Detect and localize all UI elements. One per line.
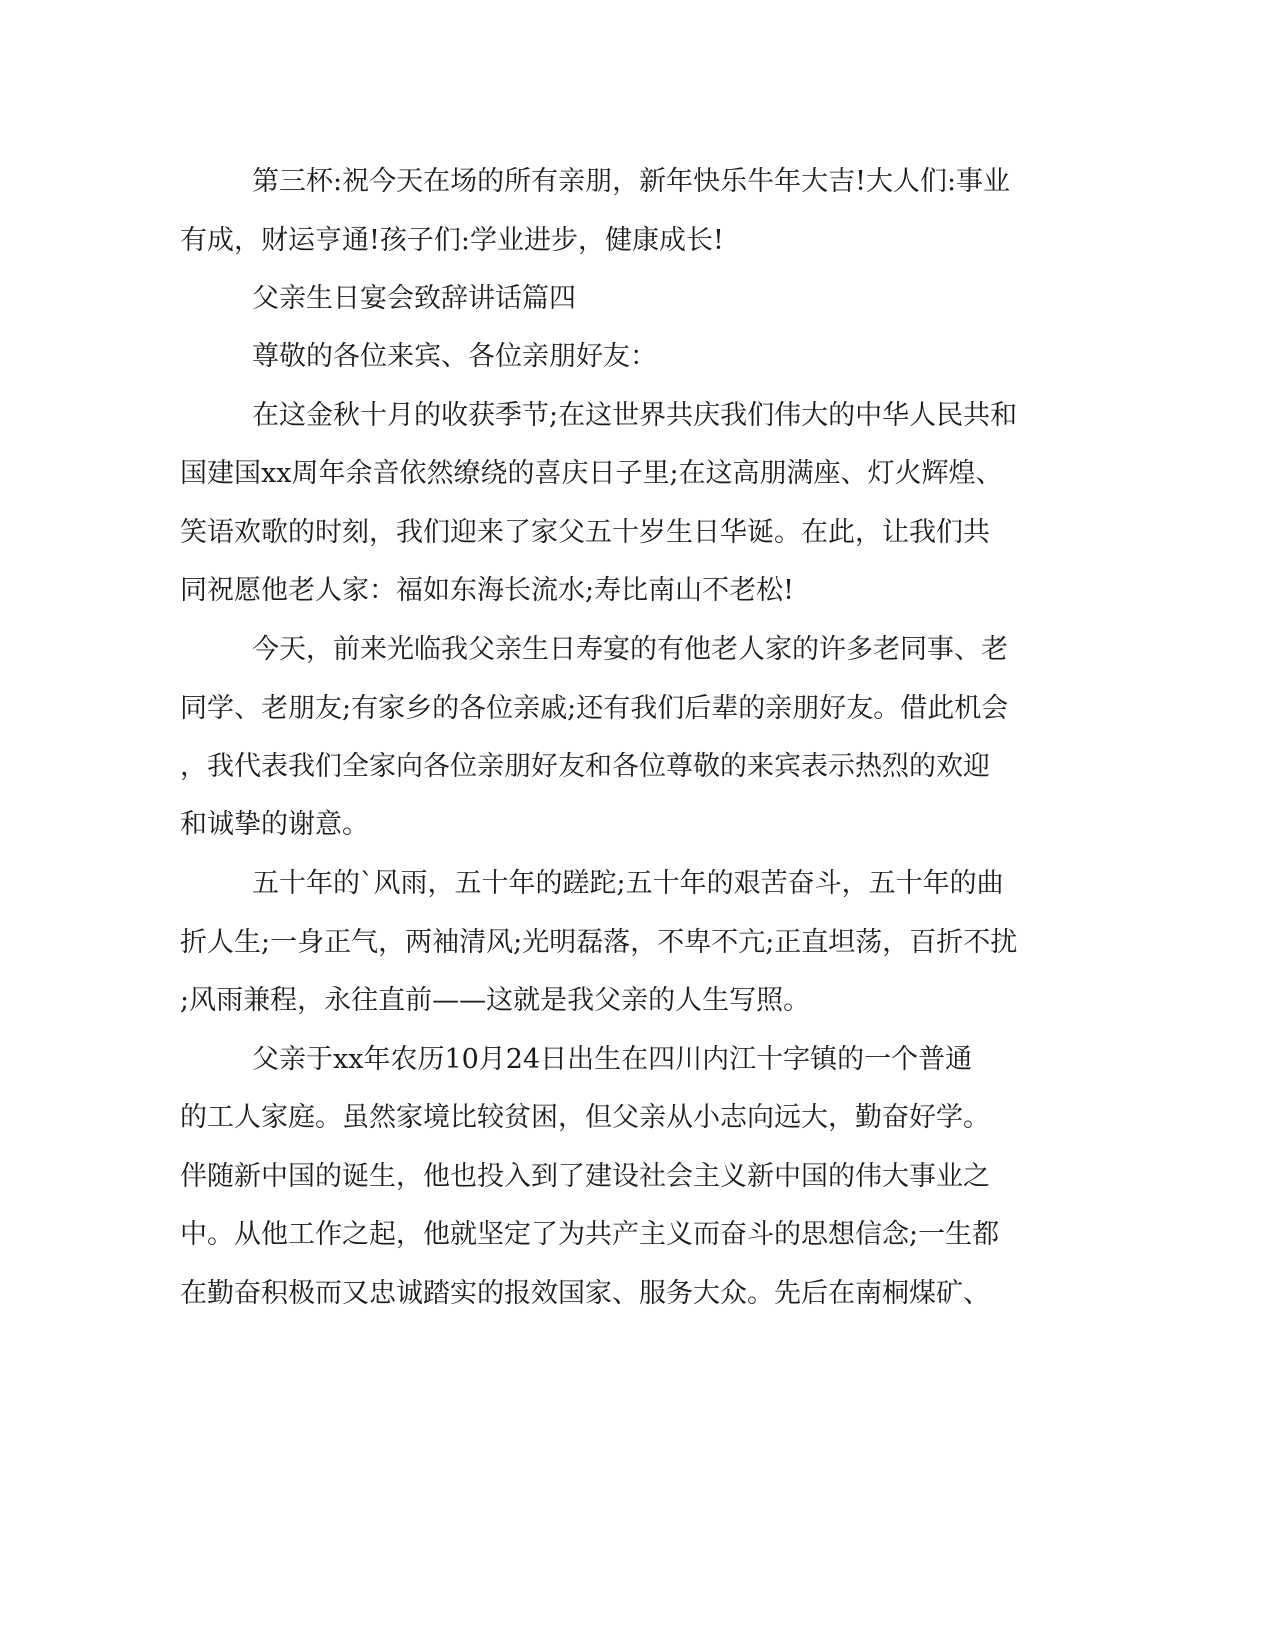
text-line: 父亲于xx年农历10月24日出生在四川内江十字镇的一个普通 [252, 1044, 973, 1075]
text-line: 有成，财运亨通!孩子们:学业进步，健康成长! [180, 225, 724, 256]
text-line: 同祝愿他老人家：福如东海长流水;寿比南山不老松! [180, 575, 794, 606]
salutation: 尊敬的各位来宾、各位亲朋好友： [252, 341, 657, 372]
text-line: 同学、老朋友;有家乡的各位亲戚;还有我们后辈的亲朋好友。借此机会 [180, 693, 1009, 724]
text-line: 的工人家庭。虽然家境比较贫困，但父亲从小志向远大，勤奋好学。 [180, 1102, 990, 1133]
text-line: 国建国xx周年余音依然缭绕的喜庆日子里;在这高朋满座、灯火辉煌、 [180, 458, 1003, 489]
text-line: 中。从他工作之起，他就坚定了为共产主义而奋斗的思想信念;一生都 [180, 1219, 1000, 1250]
text-line: 今天，前来光临我父亲生日寿宴的有他老人家的许多老同事、老 [252, 634, 1008, 665]
section-heading: 父亲生日宴会致辞讲话篇四 [252, 283, 576, 314]
text-line: 伴随新中国的诞生，他也投入到了建设社会主义新中国的伟大事业之 [180, 1161, 990, 1192]
text-line: 第三杯:祝今天在场的所有亲朋，新年快乐牛年大吉!大人们:事业 [252, 166, 1011, 197]
text-line: 五十年的`风雨，五十年的蹉跎;五十年的艰苦奋斗，五十年的曲 [252, 868, 1004, 899]
text-line: 在勤奋积极而又忠诚踏实的报效国家、服务大众。先后在南桐煤矿、 [180, 1278, 990, 1309]
text-line: 和诚挚的谢意。 [180, 809, 369, 840]
text-line: 笑语欢歌的时刻，我们迎来了家父五十岁生日华诞。在此，让我们共 [180, 517, 990, 548]
text-line: 在这金秋十月的收获季节;在这世界共庆我们伟大的中华人民共和 [252, 400, 1018, 431]
text-line: 折人生;一身正气，两袖清风;光明磊落，不卑不亢;正直坦荡，百折不扰 [180, 927, 1018, 958]
text-line: ;风雨兼程，永往直前——这就是我父亲的人生写照。 [180, 985, 811, 1016]
text-line: ，我代表我们全家向各位亲朋好友和各位尊敬的来宾表示热烈的欢迎 [180, 751, 990, 782]
